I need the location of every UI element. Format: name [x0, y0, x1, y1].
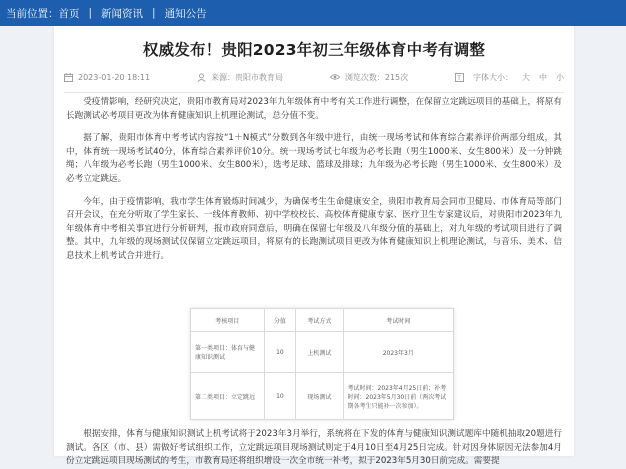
font-size-label: 字体大小： [473, 72, 513, 82]
breadcrumb-news-link[interactable]: 新闻资讯 [101, 7, 144, 20]
table-cell: 上机测试 [296, 332, 343, 373]
breadcrumb-separator: | [88, 7, 93, 19]
article-paragraph: 据了解，贵阳市体育中考考试内容按“1＋N模式”分数到各年级中进行，由统一现场考试和体育综合素养评价两部分组成，其中，体育统一现场考试40分，体育综合素养评价10分。统一现场考试七年级为必考长跑（男生1000米、女生800米）及一分钟跳绳；八年级为必考长跑（男生1000米、女生800米），选考足球、篮球及排球；九年级为必考长跑（男生1000米、女生800米）及必考立定跳远。 [66, 133, 562, 184]
breadcrumb-notices-link[interactable]: 通知公告 [164, 7, 207, 20]
breadcrumb-separator: | [152, 7, 156, 19]
text-size-icon [455, 73, 464, 82]
article-paragraph: 今年，由于疫情影响，我市学生体育锻炼时间减少，为确保考生生命健康安全，贵阳市教育局会同市卫健局、市体育局等部门召开会议，在充分听取了学生家长、一线体育教师、初中学校校长、高校体育健康专家、医疗卫生专家建议后，对贵阳市2023年九年级体育中考相关事宜进行分析研判，报市政府同意后，明确在保留七年级及八年级分值的基础上，对九年级的考试项目进行了调整。其中，九年级的现场测试仅保留立定跳远项目，将原有的长跑测试项目更改为体育健康知识上机理论测试，与音乐、美术、信息技术上机考试合并进行。 [66, 196, 562, 261]
article-body [66, 96, 562, 273]
eye-icon [330, 73, 340, 81]
view-count [330, 72, 408, 83]
view-count-text: 浏览次数：215次 [344, 72, 409, 82]
breadcrumb-prefix: 当前位置： [6, 7, 59, 20]
publish-date-text: 2023-01-20 18:11 [78, 72, 151, 82]
calendar-icon [64, 73, 73, 82]
article-source-text: 来源：贵阳市教育局 [210, 72, 283, 82]
article-meta [64, 68, 564, 93]
table-header: 分值 [264, 309, 296, 332]
font-size-medium-button[interactable]: 中 [539, 72, 547, 82]
table-cell: 现场测试 [296, 373, 343, 420]
table-cell: 第二类项目：立定跳远 [191, 373, 265, 420]
table-header: 考试时间 [343, 309, 454, 332]
table-header: 考试方式 [296, 309, 343, 332]
table-cell: 10 [264, 332, 296, 373]
table-row [191, 373, 454, 420]
svg-text:T: T [457, 74, 461, 82]
table-cell: 第一类项目：体育与健康知识测试 [191, 332, 265, 373]
user-icon [197, 73, 206, 82]
article-body-continued [66, 428, 562, 469]
breadcrumb-bar [0, 0, 626, 26]
publish-date [64, 73, 150, 82]
font-size-small-button[interactable]: 小 [556, 72, 564, 82]
table-header-row [191, 309, 454, 332]
exam-table [190, 308, 454, 420]
breadcrumb-home-link[interactable]: 首页 [58, 7, 80, 20]
article-title: 权威发布！贵阳2023年初三年级体育中考有调整 [142, 41, 486, 59]
table-row [191, 332, 454, 373]
table-cell: 2023年3月 [343, 332, 454, 373]
article-source [197, 72, 283, 83]
article-card [54, 26, 574, 467]
font-size-control [455, 72, 564, 83]
article-paragraph: 受疫情影响，经研究决定，贵阳市教育局对2023年九年级体育中考有关工作进行调整，在保留立定跳远项目的基础上，将原有长跑测试必考项目更改为体育健康知识上机理论测试，总分值不变。 [66, 97, 562, 121]
breadcrumb [0, 6, 207, 21]
article-paragraph: 根据安排，体育与健康知识测试上机考试将于2023年3月举行，系统将在下发的体育与健康知识测试题库中随机抽取20题进行测试。各区（市、县）需做好考试组织工作，立定跳远项目现场测试则定于4月10日至4月25日完成。针对因身体原因无法参加4月份立定跳远项目现场测试的考生，市教育局还将组织增设一次全市统一补考，拟于2023年5月30日前完成。需要提 [66, 429, 562, 467]
table-header: 考核项目 [191, 309, 265, 332]
table-cell: 考试时间：2023年4月25日前；补考时间：2023年5月30日前（两次考试期各考生只能补一次参加）。 [343, 373, 454, 420]
table-cell: 10 [264, 373, 296, 420]
font-size-large-button[interactable]: 大 [522, 72, 530, 82]
